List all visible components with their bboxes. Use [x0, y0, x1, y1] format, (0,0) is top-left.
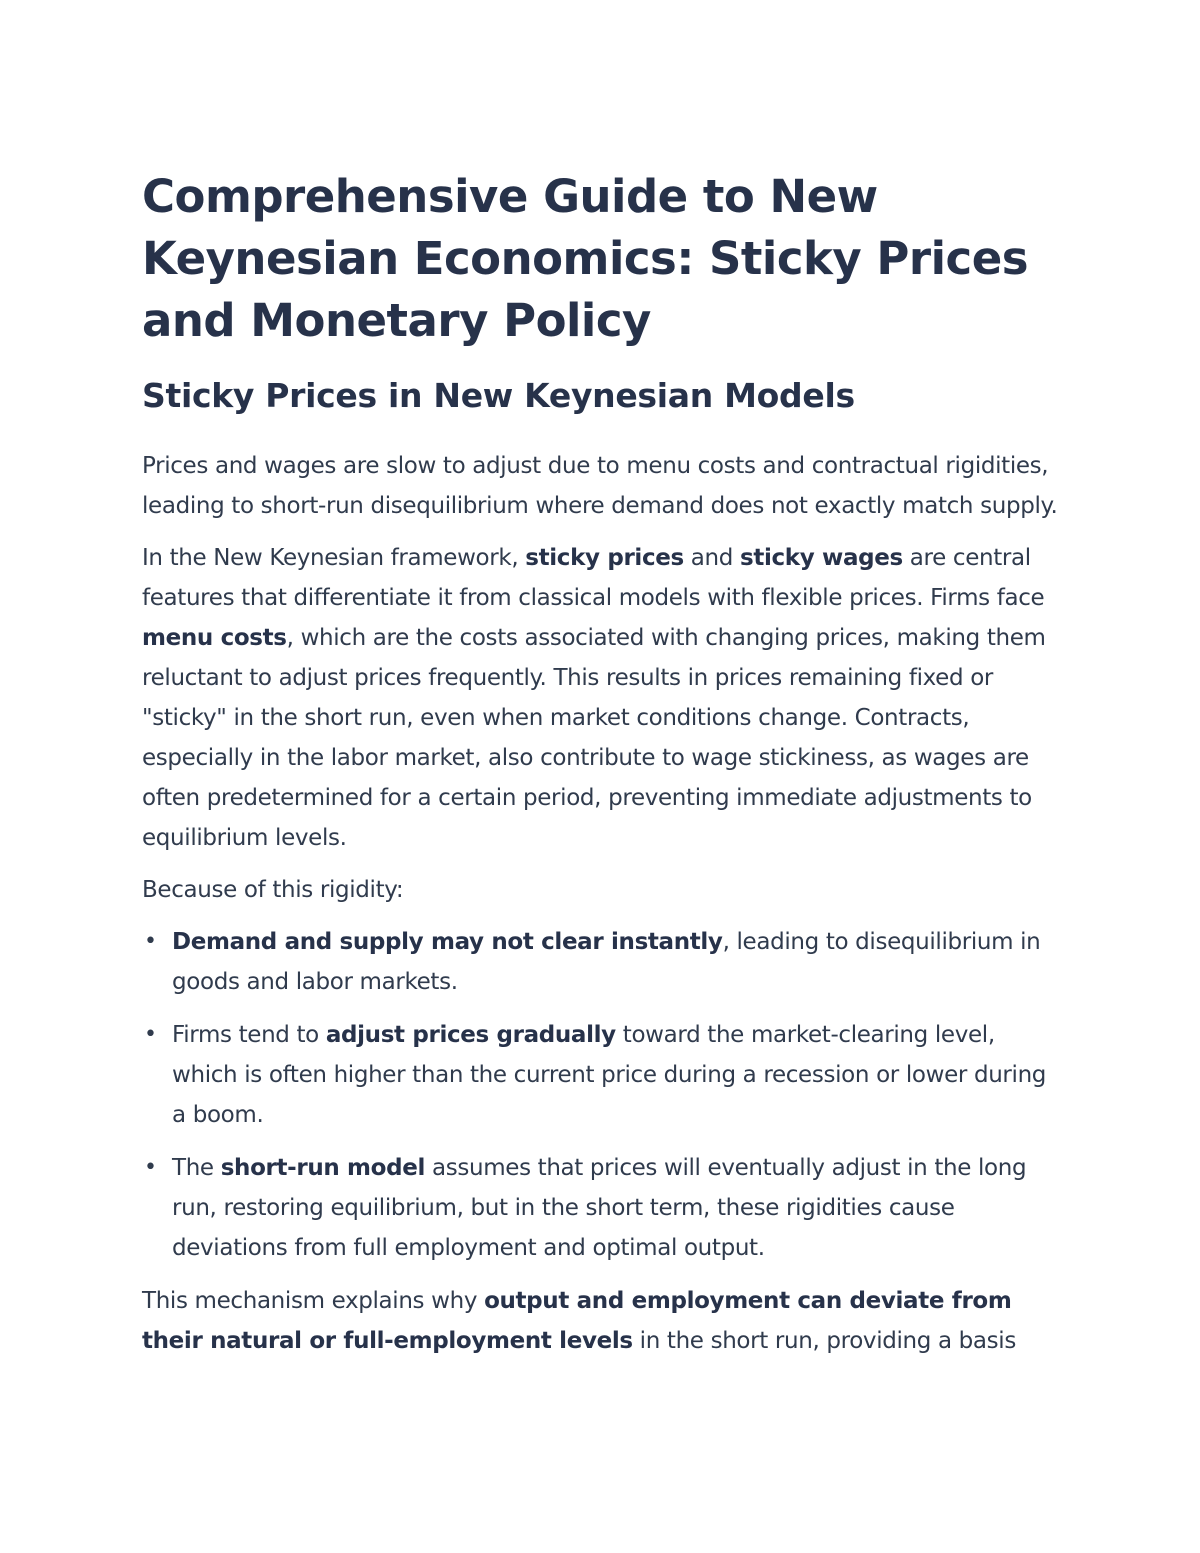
- bold-term: short-run model: [220, 1155, 426, 1181]
- text-run: in the short run, providing a basis: [632, 1328, 1016, 1354]
- bold-term-menu-costs: menu costs: [142, 625, 287, 651]
- bullet-icon: •: [144, 1155, 157, 1180]
- text-run: The: [172, 1155, 221, 1181]
- intro-paragraph: Prices and wages are slow to adjust due to menu costs and contractual rigidities, leading to short-run disequilibrium where demand does not exactly match supply.: [142, 453, 1058, 519]
- text-run: This mechanism explains why: [142, 1288, 485, 1314]
- bold-term-sticky-wages: sticky wages: [740, 545, 903, 571]
- rigidity-lead-in: Because of this rigidity:: [142, 877, 404, 903]
- list-item: [142, 1148, 1062, 1268]
- text-run: Firms tend to: [172, 1022, 326, 1048]
- bold-term-output-employment: output and employment can deviate from their natural or full-employment levels: [142, 1288, 1012, 1354]
- text-run: In the New Keynesian framework,: [142, 545, 526, 571]
- text-run: , which are the costs associated with changing prices, making them reluctant to adjust prices frequently. This results in prices remaining fixed or "sticky" in the short run, even when market conditions change. Contracts, especially in the labor market, also contribute to wage stickiness, as wages are often predetermined for a certain period, preventing immediate adjustments to equilibrium levels.: [142, 625, 1046, 851]
- text-run: and: [683, 545, 740, 571]
- text-run: , leading to disequilibrium in goods and labor markets.: [172, 929, 1041, 995]
- framework-paragraph: [142, 538, 1062, 858]
- section-heading: Sticky Prices in New Keynesian Models: [142, 376, 855, 415]
- text-run: are central features that differentiate it from classical models with flexible prices. Firms face: [142, 545, 1045, 611]
- bold-term: Demand and supply may not clear instantly: [172, 929, 723, 955]
- bullet-icon: •: [144, 929, 157, 954]
- text-run: toward the market-clearing level, which is often higher than the current price during a recession or lower during a boom.: [172, 1022, 1047, 1128]
- bold-term: adjust prices gradually: [325, 1022, 616, 1048]
- bold-term-sticky-prices: sticky prices: [525, 545, 684, 571]
- document-page: [142, 166, 1062, 1361]
- list-item: [142, 1015, 1062, 1135]
- rigidity-list: [142, 922, 1062, 1268]
- page-title: Comprehensive Guide to New Keynesian Economics: Sticky Prices and Monetary Policy: [142, 170, 1029, 347]
- list-item: [142, 922, 1062, 1002]
- bullet-icon: •: [144, 1022, 157, 1047]
- mechanism-paragraph: [142, 1281, 1062, 1361]
- text-run: assumes that prices will eventually adjust in the long run, restoring equilibrium, but in the short term, these rigidities cause deviations from full employment and optimal output.: [172, 1155, 1027, 1261]
